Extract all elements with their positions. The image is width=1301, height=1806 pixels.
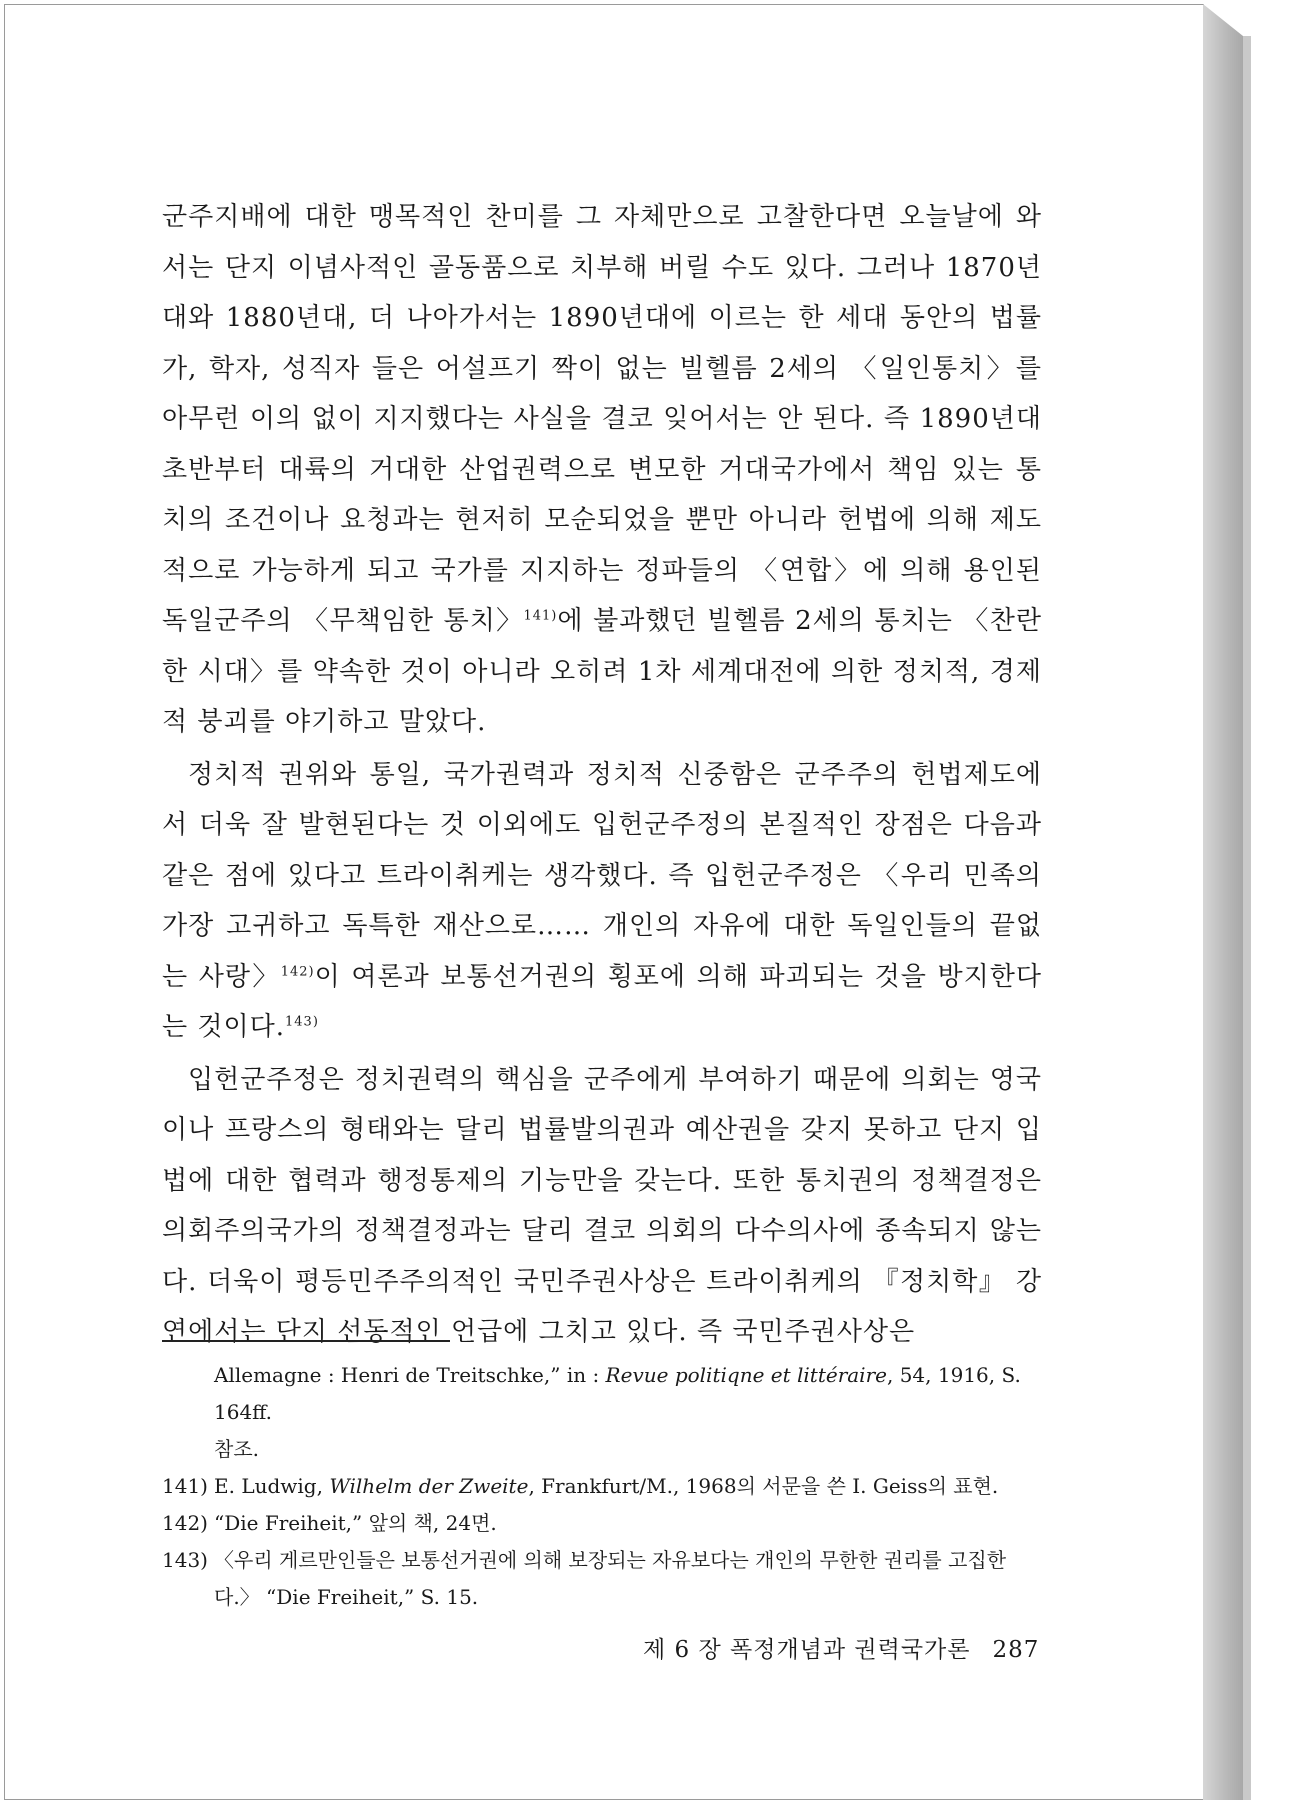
paragraph-3 xyxy=(162,1055,1042,1358)
page-number: 287 xyxy=(992,1637,1040,1663)
footnote-continuation xyxy=(162,1357,1042,1468)
footnote-ref-141: 141) xyxy=(523,608,558,624)
running-footer xyxy=(643,1631,1039,1664)
footnote-cont-c: 참조. xyxy=(214,1437,259,1461)
footnote-141-number: 141) xyxy=(162,1474,208,1498)
paragraph-2 xyxy=(162,750,1042,1053)
footnote-143-number: 143) xyxy=(162,1548,208,1572)
footnote-141-title: Wilhelm der Zweite xyxy=(329,1474,529,1498)
chapter-title: 제 6 장 폭정개념과 권력국가론 xyxy=(643,1637,971,1663)
footnote-142 xyxy=(162,1505,1042,1542)
main-text xyxy=(162,192,1042,1360)
footnote-143 xyxy=(162,1542,1042,1616)
footnote-141-a: E. Ludwig, xyxy=(214,1474,330,1498)
footnote-141-b: , Frankfurt/M., 1968의 서문을 쓴 I. Geiss의 표현. xyxy=(528,1474,999,1498)
footnote-143-text: 〈우리 게르만인들은 보통선거권에 의해 보장되는 자유보다는 개인의 무한한 권리를 고집한다.〉 “Die Freiheit,” S. 15. xyxy=(214,1548,1007,1609)
book-spine xyxy=(1203,4,1243,1800)
paragraph-3-text: 입헌군주정은 정치권력의 핵심을 군주에게 부여하기 때문에 의회는 영국이나 프랑스의 형태와는 달리 법률발의권과 예산권을 갖지 못하고 단지 입법에 대한 협력과 행정통제의 기능만을 갖는다. 또한 통치권의 정책결정은 의회주의국가의 정책결정과는 달리 결코 의회의 다수의사에 종속되지 않는다. 더욱이 평등민주주의적인 국민주권사상은 트라이취케의 『정치학』 강연에서는 단지 선동적인 언급에 그치고 있다. 즉 국민주권사상은 xyxy=(162,1064,1042,1347)
footnote-divider xyxy=(162,1340,450,1342)
footnote-141 xyxy=(162,1468,1042,1505)
footnote-cont-b: , 54, 1916, S. 164ff. xyxy=(214,1363,1021,1424)
paragraph-2-text: 정치적 권위와 통일, 국가권력과 정치적 신중함은 군주주의 헌법제도에서 더욱 잘 발현된다는 것 이외에도 입헌군주정의 본질적인 장점은 다음과 같은 점에 있다고 트라이취케는 생각했다. 즉 입헌군주정은 〈우리 민족의 가장 고귀하고 독특한 재산으로…… 개인의 자유에 대한 독일인들의 끝없는 사랑〉 xyxy=(162,759,1042,992)
paragraph-2-tail: 이 여론과 보통선거권의 횡포에 의해 파괴되는 것을 방지한다는 것이다. xyxy=(162,961,1042,1042)
footnote-142-number: 142) xyxy=(162,1511,208,1535)
paragraph-1-tail: 에 불과했던 빌헬름 2세의 통치는 〈찬란한 시대〉를 약속한 것이 아니라 오히려 1차 세계대전에 의한 정치적, 경제적 붕괴를 야기하고 말았다. xyxy=(162,606,1042,737)
footnote-cont-journal: Revue politiqne et littéraire xyxy=(605,1363,887,1387)
footnote-ref-143: 143) xyxy=(285,1014,319,1030)
footnote-ref-142: 142) xyxy=(280,963,315,979)
book-page-edge xyxy=(1243,36,1251,1800)
paragraph-1 xyxy=(162,192,1042,748)
footnote-cont-a: Allemagne : Henri de Treitschke,” in : xyxy=(214,1363,606,1387)
paragraph-1-text: 군주지배에 대한 맹목적인 찬미를 그 자체만으로 고찰한다면 오늘날에 와서는 단지 이념사적인 골동품으로 치부해 버릴 수도 있다. 그러나 1870년대와 1880년대, 더 나아가서는 1890년대에 이르는 한 세대 동안의 법률가, 학자, 성직자 들은 어설프기 짝이 없는 빌헬름 2세의 〈일인통치〉를 아무런 이의 없이 지지했다는 사실을 결코 잊어서는 안 된다. 즉 1890년대 초반부터 대륙의 거대한 산업권력으로 변모한 거대국가에서 책임 있는 통치의 조건이나 요청과는 현저히 모순되었을 뿐만 아니라 헌법에 의해 제도적으로 가능하게 되고 국가를 지지하는 정파들의 〈연합〉에 의해 용인된 독일군주의 〈무책임한 통치〉 xyxy=(162,202,1042,636)
footnotes xyxy=(162,1357,1042,1616)
footnote-142-text: “Die Freiheit,” 앞의 책, 24면. xyxy=(214,1511,497,1535)
